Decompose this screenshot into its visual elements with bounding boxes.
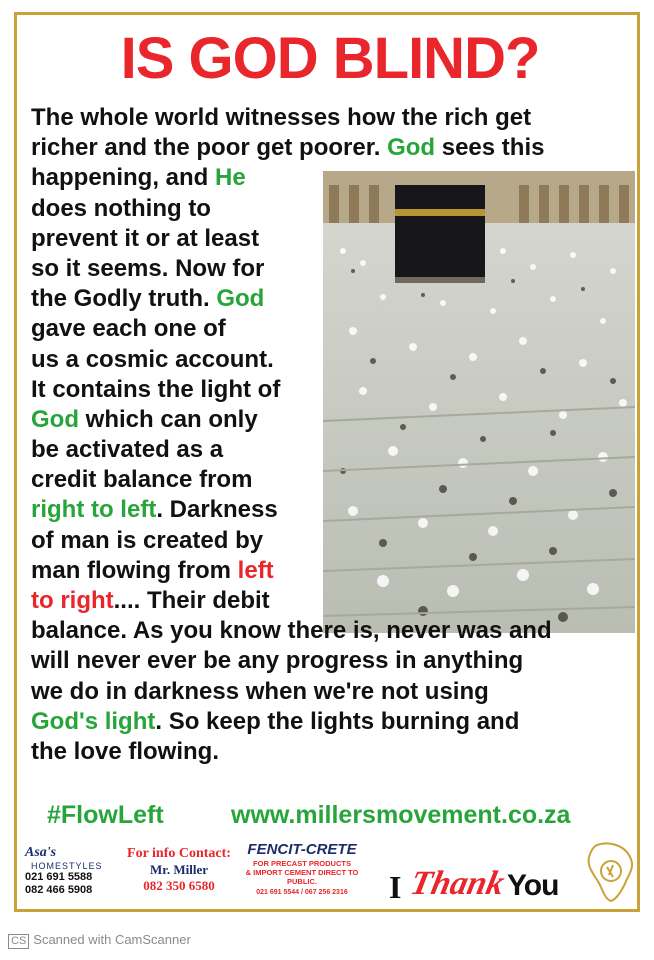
paragraph-line [31,314,631,344]
paragraph-text: the Godly truth. [31,285,217,313]
paragraph-text: will never ever be any progress in anything [31,647,524,675]
camscanner-text: Scanned with CamScanner [33,932,191,947]
asas-subtitle: HOMESTYLES [31,861,103,871]
poster [14,12,640,912]
paragraph-text: man flowing from [31,556,238,584]
asas-brand: Asa's [25,845,57,860]
paragraph-line [31,133,631,163]
paragraph-text: sees this [435,134,545,162]
contact-info [123,845,235,894]
paragraph-line [31,254,631,284]
paragraph-text: which can only [79,405,258,433]
highlighted-text: right to left [31,496,157,524]
paragraph-line [31,375,631,405]
hashtag: #FlowLeft [47,801,164,829]
paragraph-line [31,495,631,525]
paragraph-line [31,465,631,495]
highlighted-text: God's light [31,707,156,735]
body-paragraph [31,103,631,767]
poster-title: IS GOD BLIND? [120,26,540,91]
paragraph-line [31,737,631,767]
paragraph-text: balance. As you know there is, never was and [31,617,552,645]
thanks-i: I [389,869,402,905]
camscanner-watermark [8,932,191,949]
sponsor-footer [17,837,643,909]
paragraph-text: . So keep the lights burning and [155,707,520,735]
camscanner-badge-icon: CS [8,934,29,949]
paragraph-line [31,405,631,435]
fencit-name: FENCIT-CRETE [247,841,357,858]
africa-emblem-icon [583,841,637,905]
fencit-line-2: & IMPORT CEMENT DIRECT TO PUBLIC. [245,868,359,886]
highlighted-text: God [387,134,436,162]
highlighted-text: God [31,405,79,433]
paragraph-line [31,103,631,133]
paragraph-text: gave each one of [31,315,226,343]
paragraph-line [31,586,631,616]
contact-label: For info Contact: [127,846,231,861]
paragraph-line [31,163,631,193]
paragraph-text: .... Their debit [113,587,270,614]
paragraph-line [31,677,631,707]
paragraph-text: so it seems. Now for [31,254,265,282]
highlighted-text: left [237,556,274,584]
thanks-you: You [507,869,559,902]
paragraph-line [31,435,631,465]
contact-phone: 082 350 6580 [143,878,215,893]
fencit-phones: 021 691 5544 / 067 256 2316 [256,889,348,896]
paragraph-line [31,284,631,314]
paragraph-text: richer and the poor get poorer. [31,134,388,162]
paragraph-text: does nothing to [31,194,211,222]
highlighted-text: God [216,285,265,313]
paragraph-text: credit balance from [31,466,253,494]
website-link[interactable]: www.millersmovement.co.za [231,801,571,829]
asas-phone-2: 082 466 5908 [25,884,93,896]
paragraph-text: of man is created by [31,526,264,554]
asas-phone-1: 021 691 5588 [25,871,93,883]
paragraph-text: It contains the light of [31,375,281,403]
thanks-thank: Thank [407,865,508,902]
paragraph-text: prevent it or at least [31,224,260,252]
paragraph-text: The whole world witnesses how the rich get [31,104,532,131]
paragraph-line [31,526,631,556]
paragraph-line [31,556,631,586]
highlighted-text: He [215,164,246,192]
paragraph-text: happening, and [31,164,215,192]
paragraph-text: we do in darkness when we're not using [31,677,489,705]
paragraph-line [31,224,631,254]
contact-name: Mr. Miller [150,862,208,877]
paragraph-text: the love flowing. [31,737,220,765]
paragraph-text: be activated as a [31,436,224,464]
paragraph-line [31,194,631,224]
paragraph-text: . Darkness [156,496,278,524]
paragraph-line [31,345,631,375]
paragraph-line [31,616,631,646]
paragraph-text: us a cosmic account. [31,345,274,373]
fencit-line-1: FOR PRECAST PRODUCTS [253,859,351,868]
asas-homestyles-logo [25,843,117,897]
highlighted-text: to right [31,587,114,614]
paragraph-line [31,646,631,676]
paragraph-line [31,707,631,737]
fencit-crete-logo [239,841,365,898]
